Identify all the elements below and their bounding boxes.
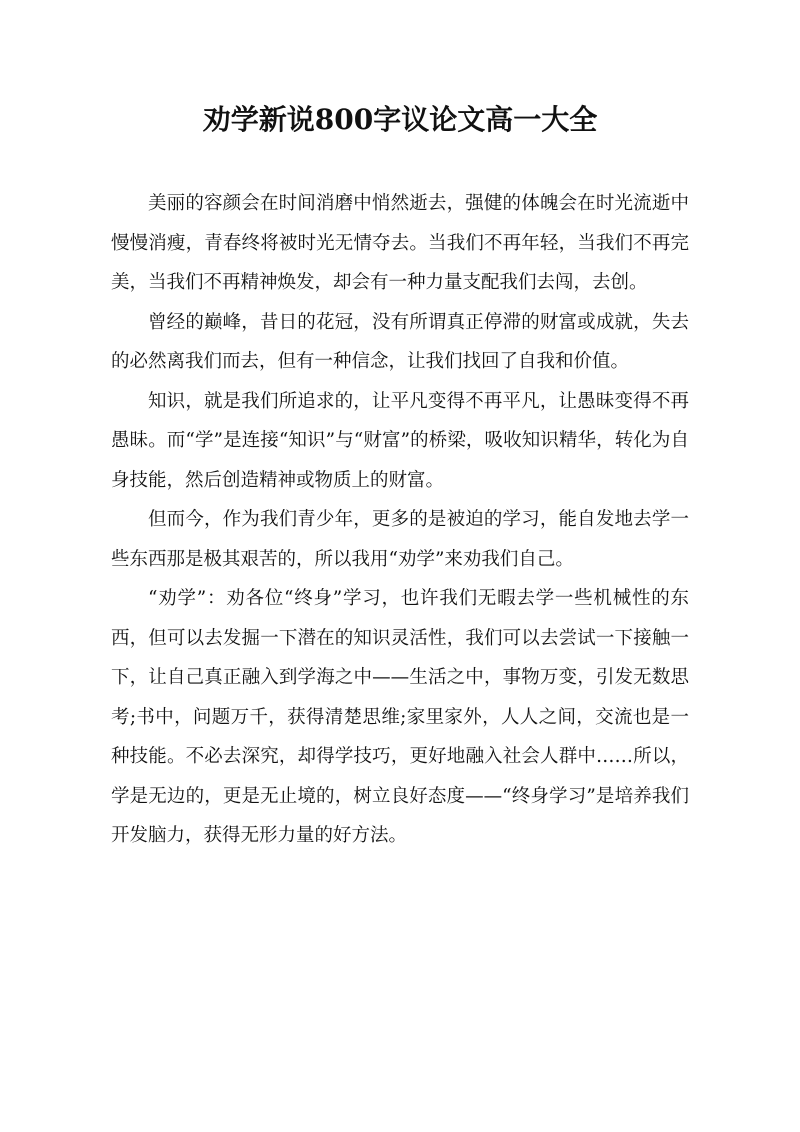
paragraph-4: 但而今，作为我们青少年，更多的是被迫的学习，能自发地去学一些东西那是极其艰苦的，所以我用“劝学”来劝我们自己。 [111,509,689,570]
document-title: 劝学新说800字议论文高一大全 [202,103,598,136]
document-body [111,184,689,856]
paragraph-1: 美丽的容颜会在时间消磨中悄然逝去，强健的体魄会在时光流逝中慢慢消瘦，青春终将被时光无情夺去。当我们不再年轻，当我们不再完美，当我们不再精神焕发，却会有一种力量支配我们去闯，去创。 [111,193,689,293]
paragraph-3: 知识，就是我们所追求的，让平凡变得不再平凡，让愚昧变得不再愚昧。而“学”是连接“知识”与“财富”的桥梁，吸收知识精华，转化为自身技能，然后创造精神或物质上的财富。 [111,390,689,491]
paragraph-5: “劝学”：劝各位“终身”学习，也许我们无暇去学一些机械性的东西，但可以去发掘一下潜在的知识灵活性，我们可以去尝试一下接触一下，让自己真正融入到学海之中——生活之中，事物万变，引发无数思考;书中，问题万千，获得清楚思维;家里家外，人人之间，交流也是一种技能。不必去深究，却得学技巧，更好地融入社会人群中……所以，学是无边的，更是无止境的，树立良好态度——“终身学习”是培养我们开发脑力，获得无形力量的好方法。 [111,588,689,846]
paragraph-2: 曾经的巅峰，昔日的花冠，没有所谓真正停滞的财富或成就，失去的必然离我们而去，但有一种信念，让我们找回了自我和价值。 [111,311,689,372]
